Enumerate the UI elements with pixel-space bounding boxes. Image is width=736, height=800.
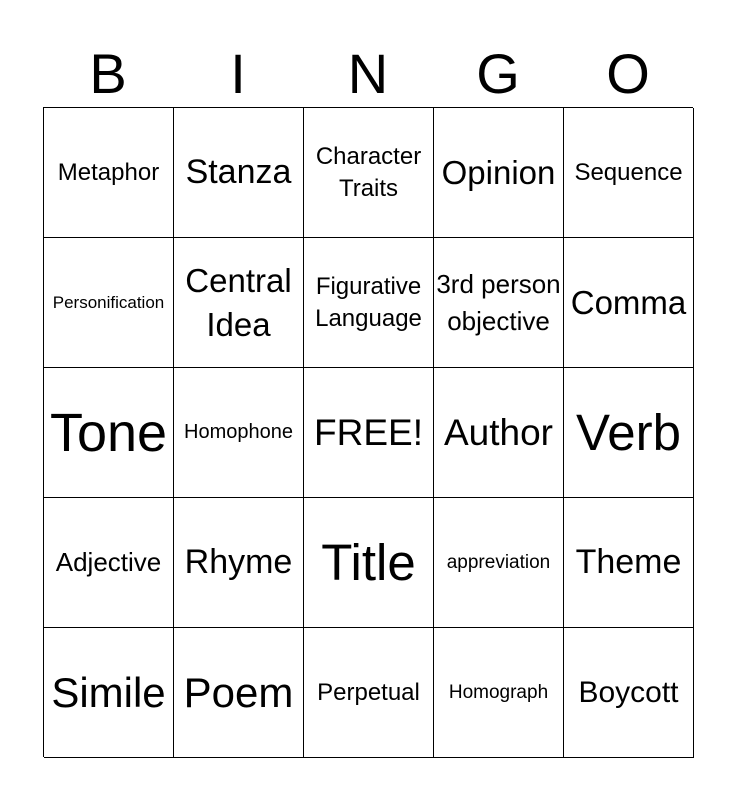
cell-label: Central Idea bbox=[185, 261, 292, 343]
bingo-cell[interactable] bbox=[564, 628, 694, 758]
cell-label: Opinion bbox=[441, 153, 556, 191]
cell-label: 3rd person objective bbox=[436, 268, 561, 336]
bingo-cell[interactable] bbox=[564, 238, 694, 368]
bingo-header bbox=[43, 40, 693, 108]
bingo-cell[interactable] bbox=[434, 628, 564, 758]
header-letter-o: O bbox=[606, 42, 650, 105]
bingo-cell[interactable] bbox=[304, 628, 434, 758]
header-letter-b: B bbox=[89, 42, 127, 105]
bingo-cell[interactable] bbox=[174, 238, 304, 368]
bingo-cell[interactable] bbox=[174, 108, 304, 238]
cell-label: Perpetual bbox=[317, 678, 420, 706]
bingo-cell[interactable] bbox=[44, 498, 174, 628]
header-letter-g: G bbox=[476, 42, 520, 105]
cell-label: Adjective bbox=[55, 547, 162, 577]
bingo-board bbox=[43, 107, 693, 757]
cell-label: Comma bbox=[570, 283, 687, 321]
bingo-cell[interactable] bbox=[564, 108, 694, 238]
bingo-cell[interactable] bbox=[44, 238, 174, 368]
cell-label: FREE! bbox=[314, 411, 423, 453]
bingo-cell[interactable] bbox=[44, 628, 174, 758]
bingo-cell[interactable] bbox=[44, 368, 174, 498]
bingo-cell[interactable] bbox=[304, 238, 434, 368]
cell-label: Author bbox=[443, 411, 553, 453]
cell-label: Personification bbox=[52, 292, 165, 312]
bingo-cell[interactable] bbox=[304, 108, 434, 238]
cell-label: Simile bbox=[51, 668, 166, 716]
bingo-cell[interactable] bbox=[44, 108, 174, 238]
cell-label: Poem bbox=[183, 668, 294, 716]
cell-label: Character Traits bbox=[315, 142, 422, 202]
header-letter-n: N bbox=[347, 42, 389, 105]
bingo-cell[interactable] bbox=[434, 108, 564, 238]
cell-label: Theme bbox=[575, 543, 682, 581]
bingo-cell[interactable] bbox=[304, 498, 434, 628]
cell-label: Homograph bbox=[448, 681, 549, 703]
bingo-cell[interactable] bbox=[564, 498, 694, 628]
bingo-cell[interactable] bbox=[434, 238, 564, 368]
cell-label: Stanza bbox=[185, 153, 292, 191]
bingo-cell[interactable] bbox=[434, 368, 564, 498]
cell-label: Tone bbox=[49, 402, 168, 463]
bingo-cell[interactable] bbox=[174, 498, 304, 628]
bingo-cell[interactable] bbox=[174, 628, 304, 758]
cell-label: Verb bbox=[576, 404, 681, 461]
header-letter-i: I bbox=[230, 42, 246, 105]
bingo-free-space[interactable] bbox=[304, 368, 434, 498]
cell-label: Boycott bbox=[578, 675, 679, 709]
bingo-cell[interactable] bbox=[174, 368, 304, 498]
cell-label: Homophone bbox=[184, 421, 293, 443]
cell-label: Figurative Language bbox=[315, 272, 422, 332]
cell-label: appreviation bbox=[446, 551, 551, 573]
cell-label: Sequence bbox=[574, 158, 683, 186]
bingo-cell[interactable] bbox=[564, 368, 694, 498]
bingo-cell[interactable] bbox=[434, 498, 564, 628]
cell-label: Title bbox=[321, 534, 416, 591]
cell-label: Rhyme bbox=[184, 543, 293, 581]
cell-label: Metaphor bbox=[57, 158, 160, 186]
